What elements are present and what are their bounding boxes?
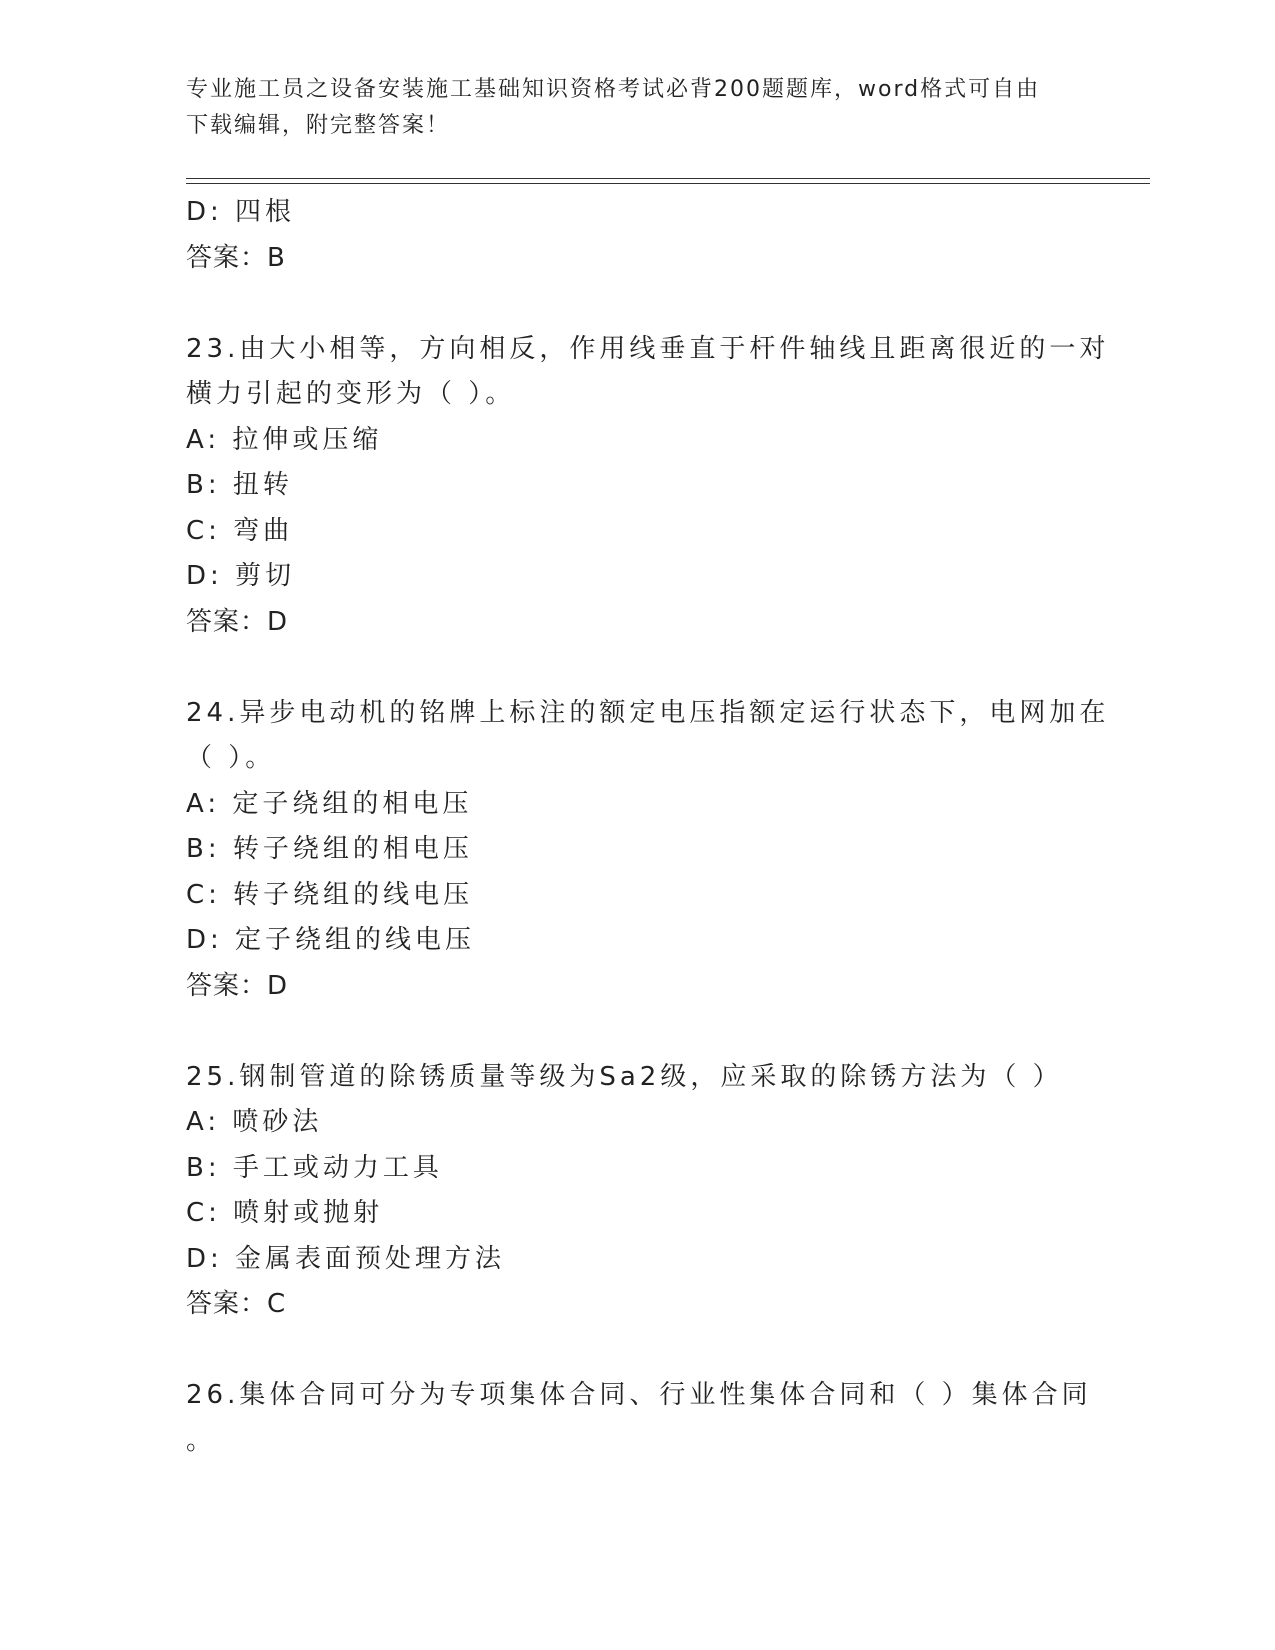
spacer: [186, 281, 1086, 327]
option-b: B: 手工或动力工具: [186, 1152, 443, 1183]
question-26: [186, 1373, 1092, 1464]
question-22-tail: [186, 190, 1086, 281]
spacer: [186, 645, 1086, 691]
option-c: C: 弯曲: [186, 515, 294, 546]
header-rule-bottom: [186, 183, 1150, 184]
option-d: D: 剪切: [186, 561, 296, 591]
option-a: A: 定子绕组的相电压: [186, 788, 473, 819]
option-b: B: 扭转: [186, 470, 293, 500]
question-stem: 23.由大小相等，方向相反，作用线垂直于杆件轴线且距离很近的一对: [186, 333, 1110, 364]
header-line-1: 专业施工员之设备安装施工基础知识资格考试必背200题题库，word格式可自由: [186, 77, 1041, 102]
question-stem-continued: 。: [186, 1425, 217, 1456]
question-24: [186, 691, 1110, 1010]
option-a: A: 拉伸或压缩: [186, 424, 383, 455]
document-header: [186, 72, 1066, 144]
option-c: C: 转子绕组的线电压: [186, 879, 474, 910]
answer-line: 答案：B: [186, 242, 286, 273]
option-d: D: 四根: [186, 197, 296, 227]
answer-line: 答案：D: [186, 606, 289, 637]
option-d: D: 定子绕组的线电压: [186, 925, 476, 955]
option-b: B: 转子绕组的相电压: [186, 834, 473, 864]
question-stem-continued: 横力引起的变形为（ ）。: [186, 379, 516, 409]
spacer: [186, 1009, 1086, 1055]
question-stem: 24.异步电动机的铭牌上标注的额定电压指额定运行状态下，电网加在: [186, 697, 1110, 728]
answer-line: 答案：D: [186, 970, 289, 1001]
spacer: [186, 1328, 1086, 1374]
question-23: [186, 327, 1110, 646]
question-stem: 25.钢制管道的除锈质量等级为Sa2级，应采取的除锈方法为（ ）: [186, 1061, 1063, 1092]
option-d: D: 金属表面预处理方法: [186, 1243, 506, 1274]
question-25: [186, 1055, 1086, 1328]
option-c: C: 喷射或抛射: [186, 1198, 384, 1228]
answer-line: 答案：C: [186, 1289, 287, 1319]
document-body: [186, 190, 1110, 1464]
header-line-2: 下载编辑，附完整答案！: [186, 113, 451, 138]
question-stem-continued: （ ）。: [186, 743, 276, 773]
header-rule-top: [186, 178, 1150, 179]
option-a: A: 喷砂法: [186, 1107, 323, 1137]
question-stem: 26.集体合同可分为专项集体合同、行业性集体合同和（ ）集体合同: [186, 1380, 1092, 1410]
